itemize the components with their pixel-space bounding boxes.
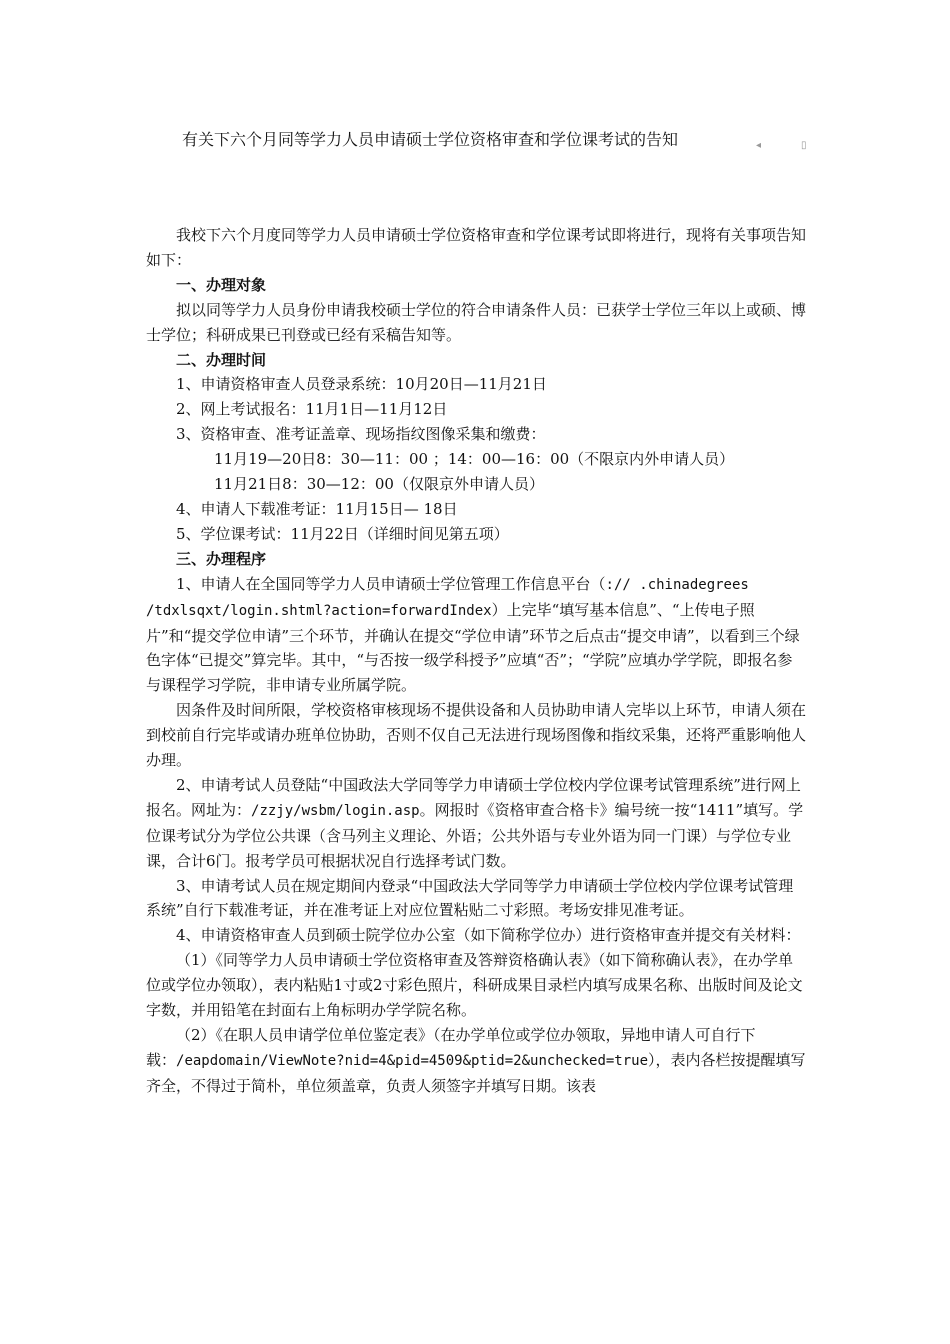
time-item-2: 2、网上考试报名：11月1日—11月12日 <box>176 400 448 419</box>
procedure-paragraph-2: 因条件及时间所限，学校资格审核现场不提供设备和人员协助申请人完毕以上环节，申请人须在到校前自行完毕或请办班单位协助，否则不仅自己无法进行现场图像和指纹采集，还将严重影响他人办理。 <box>146 701 807 770</box>
time-item-1: 1、申请资格审查人员登录系统：10月20日—11月21日 <box>176 375 547 394</box>
procedure-paragraph-3 <box>146 773 806 874</box>
section-heading-1: 一、办理对象 <box>176 275 267 294</box>
procedure-paragraph-7 <box>146 1023 806 1099</box>
time-item-3b: 11月21日8：30—12：00（仅限京外申请人员） <box>214 475 544 494</box>
time-item-3a: 11月19—20日8：30—11：00 ；14：00—16：00（不限京内外申请人员） <box>214 450 735 469</box>
time-item-4: 4、申请人下载准考证：11月15日— 18日 <box>176 499 458 518</box>
registration-url[interactable]: /zzjy/wsbm/login.asp <box>251 802 420 819</box>
procedure-paragraph-6: （1）《同等学力人员申请硕士学位资格审查及答辩资格确认表》（如下简称确认表》，在办学单位或学位办领取），表内粘贴1寸或2寸彩色照片，科研成果目录栏内填写成果名称、出版时间及论文字数，并用铅笔在封面右上角标明办学学院名称。 <box>146 951 803 1020</box>
procedure-3-text-a: 2、申请考试人员登陆“中国政法大学同等学力申请硕士学位校内学位课考试管理系统”进行网上报名。网址为： <box>146 775 801 819</box>
section-1-text: 拟以同等学力人员身份申请我校硕士学位的符合申请条件人员：已获学士学位三年以上或硕、博士学位；科研成果已刊登或已经有采稿告知等。 <box>146 300 807 344</box>
procedure-1-text-b: ）上完毕“填写基本信息”、“上传电子照片”和“提交学位申请”三个环节，并确认在提交“学位申请”环节之后点击“提交申请”，以看到三个绿色字体“已提交”算完毕。其中，“与否按一级学科授予”应填“否”；“学院”应填办学学院，即报名参与课程学习学院，非申请专业所属学院。 <box>146 600 800 695</box>
document-icon: ▯ <box>801 140 807 151</box>
document-body <box>146 223 806 1099</box>
speaker-icon: ◂ <box>756 140 762 151</box>
section-heading-2: 二、办理时间 <box>176 350 267 369</box>
procedure-7-text-b: ），表内各栏按提醒填写齐全，不得过于简朴，单位须盖章，负责人须签字并填写日期。该表 <box>146 1050 806 1095</box>
procedure-paragraph-4: 3、申请考试人员在规定期间内登录“中国政法大学同等学力申请硕士学位校内学位课考试管理系统”自行下载准考证，并在准考证上对应位置粘贴二寸彩照。考场安排见准考证。 <box>146 876 794 920</box>
intro-paragraph: 我校下六个月度同等学力人员申请硕士学位资格审查和学位课考试即将进行，现将有关事项告知如下： <box>146 226 807 269</box>
time-item-3: 3、资格审查、准考证盖章、现场指纹图像采集和缴费： <box>176 425 546 444</box>
procedure-paragraph-5: 4、申请资格审查人员到硕士院学位办公室（如下简称学位办）进行资格审查并提交有关材料： <box>176 926 801 945</box>
section-heading-3: 三、办理程序 <box>176 549 267 568</box>
procedure-paragraph-1 <box>146 572 806 699</box>
procedure-1-text-a: 1、申请人在全国同等学力人员申请硕士学位管理工作信息平台（ <box>176 574 606 593</box>
platform-url[interactable]: :// .chinadegrees /tdxlsqxt/login.shtml?action=forwardIndex <box>146 576 749 619</box>
document-title: 有关下六个月同等学力人员申请硕士学位资格审查和学位课考试的告知 <box>182 130 679 149</box>
time-item-5: 5、学位课考试：11月22日（详细时间见第五项） <box>176 524 509 543</box>
procedure-7-text-a: （2）《在职人员申请学位单位鉴定表》（在办学单位或学位办领取，异地申请人可自行下载： <box>146 1026 756 1069</box>
procedure-3-text-b: 。网报时《资格审查合格卡》编号统一按“1411”填写。学位课考试分为学位公共课（含马列主义理论、外语；公共外语与专业外语为同一门课）与学位专业课，合计6门。报考学员可根据状况自行选择考试门数。 <box>146 800 804 870</box>
download-url[interactable]: /eapdomain/ViewNote?nid=4&pid=4509&ptid=2&unchecked=true <box>176 1052 649 1069</box>
